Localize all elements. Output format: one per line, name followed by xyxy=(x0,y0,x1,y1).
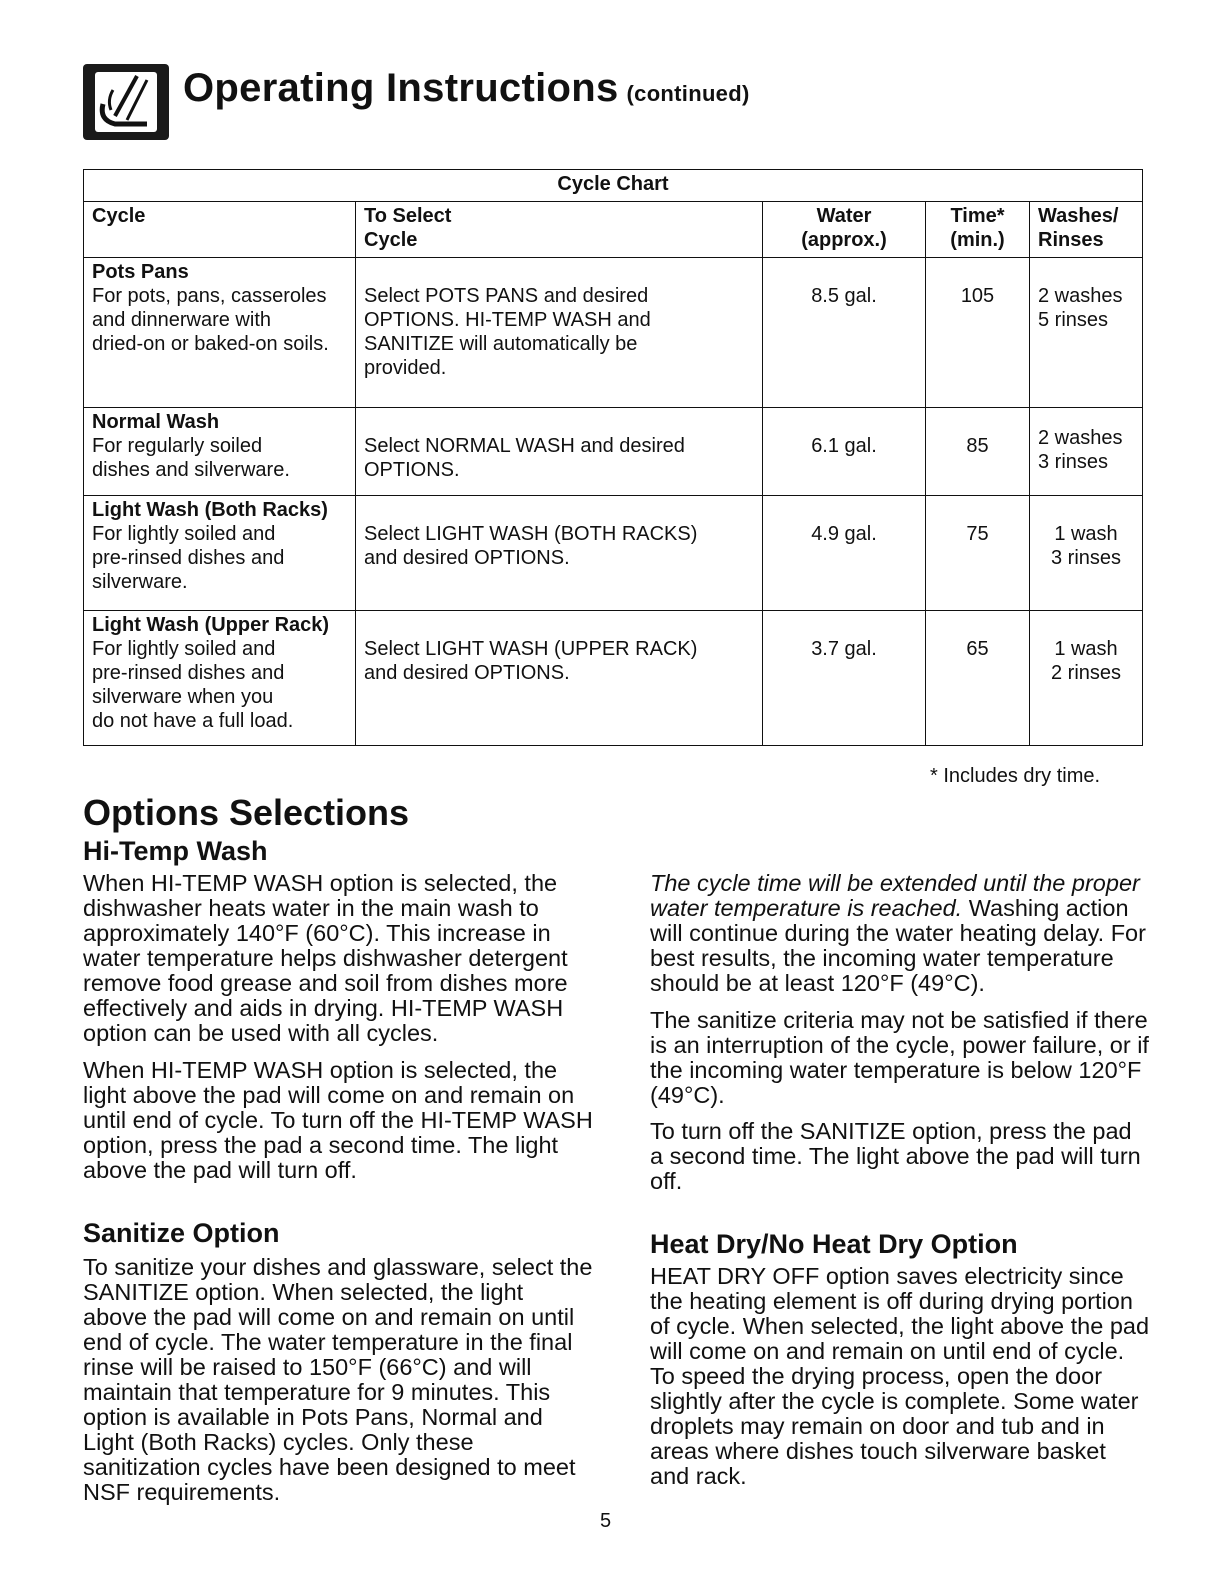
time-cell: 85 xyxy=(926,408,1030,496)
sanitize-paragraph: To sanitize your dishes and glassware, select the SANITIZE option. When selected, the light above the pad will come on and remain on until end of cycle. The water temperature in the final rinse will be raised to 150°F (66°C) and will maintain that temperature for 9 minutes. This option is available in Pots Pans, Normal and Light (Both Racks) cycles. Only these sanitization cycles have been designed to meet NSF requirements. xyxy=(83,1254,593,1505)
title-continued: (continued) xyxy=(626,81,750,106)
cycle-cell xyxy=(84,258,356,408)
cycle-desc-line: For regularly soiled xyxy=(92,435,263,457)
water-cell: 6.1 gal. xyxy=(763,408,926,496)
cycle-desc-line: dishes and silverware. xyxy=(92,459,290,481)
sanitize-criteria-paragraph: The sanitize criteria may not be satisfied if there is an interruption of the cycle, power failure, or if the incoming water temperature is below 120°F (49°C). xyxy=(650,1007,1149,1108)
hitemp-paragraph-2: When HI-TEMP WASH option is selected, the light above the pad will come on and remain on until end of cycle. To turn off the HI-TEMP WASH option, press the pad a second time. The light above the pad will turn off. xyxy=(83,1057,593,1183)
table-caption: Cycle Chart xyxy=(84,170,1143,202)
sanitize-off-paragraph: To turn off the SANITIZE option, press the pad a second time. The light above the pad will turn off. xyxy=(650,1118,1141,1194)
cycle-desc-line: and dinnerware with xyxy=(92,309,271,331)
table-row xyxy=(84,408,1143,496)
time-cell: 65 xyxy=(926,611,1030,746)
header-washes: Washes/ Rinses xyxy=(1030,202,1143,258)
washes-line: 2 washes xyxy=(1038,427,1123,449)
select-line: OPTIONS. xyxy=(364,459,460,481)
cycle-desc-line: silverware. xyxy=(92,571,188,593)
header-select: To Select Cycle xyxy=(356,202,763,258)
cycle-name: Normal Wash xyxy=(92,411,220,433)
cycle-desc-line: pre-rinsed dishes and xyxy=(92,547,285,569)
heatdry-paragraph: HEAT DRY OFF option saves electricity since the heating element is off during drying portion of cycle. When selected, the light above the pad will come on and remain on until end of cycle. To speed the drying process, open the door slightly after the cycle is complete. Some water droplets may remain on door and tub and in areas where dishes touch silverware basket and rack. xyxy=(650,1263,1150,1489)
table-row xyxy=(84,496,1143,611)
washes-line: 3 rinses xyxy=(1050,547,1122,569)
select-line: Select NORMAL WASH and desired xyxy=(364,435,685,457)
header-cycle: Cycle xyxy=(84,202,356,258)
washes-cell xyxy=(1030,408,1143,496)
select-line: and desired OPTIONS. xyxy=(364,662,570,684)
options-title: Options Selections xyxy=(83,792,410,833)
cycle-cell xyxy=(84,408,356,496)
washes-line: 2 rinses xyxy=(1050,662,1122,684)
table-row xyxy=(84,258,1143,408)
washes-line: 3 rinses xyxy=(1038,451,1109,473)
water-cell: 3.7 gal. xyxy=(763,611,926,746)
header-time: Time* (min.) xyxy=(926,202,1030,258)
washes-line: 5 rinses xyxy=(1038,309,1109,331)
select-cell xyxy=(356,611,763,746)
select-cell xyxy=(356,258,763,408)
cycle-name: Pots Pans xyxy=(92,261,189,283)
table-footnote: * Includes dry time. xyxy=(930,765,1101,787)
select-line: Select LIGHT WASH (BOTH RACKS) xyxy=(364,523,698,545)
washes-line: 1 wash xyxy=(1054,638,1118,660)
page-title xyxy=(183,66,750,111)
hitemp-note-paragraph xyxy=(650,871,1150,996)
hitemp-note-text: Washing action will continue during the water heating delay. For best results, the incoming water temperature should be at least 120°F (49°C). xyxy=(650,895,1146,996)
select-line: and desired OPTIONS. xyxy=(364,547,570,569)
washes-cell xyxy=(1030,258,1143,408)
header-water: Water (approx.) xyxy=(763,202,926,258)
select-line: Select LIGHT WASH (UPPER RACK) xyxy=(364,638,698,660)
hitemp-note-italic: The cycle time will be extended until the proper water temperature is reached. xyxy=(650,870,1140,921)
cycle-desc-line: do not have a full load. xyxy=(92,710,294,732)
cycle-desc-line: For lightly soiled and xyxy=(92,638,276,660)
washes-cell xyxy=(1030,496,1143,611)
cycle-name: Light Wash (Upper Rack) xyxy=(92,614,330,636)
select-line: provided. xyxy=(364,357,447,379)
cycle-desc-line: For pots, pans, casseroles xyxy=(92,285,327,307)
select-line: SANITIZE will automatically be xyxy=(364,333,638,355)
cycle-name: Light Wash (Both Racks) xyxy=(92,499,328,521)
hitemp-paragraph-1: When HI-TEMP WASH option is selected, the dishwasher heats water in the main wash to approximately 140°F (60°C). This increase in water temperature helps dishwasher detergent remove food grease and soil from dishes more effectively and aids in drying. HI-TEMP WASH option can be used with all cycles. xyxy=(83,870,568,1046)
cycle-desc-line: pre-rinsed dishes and xyxy=(92,662,285,684)
heatdry-heading: Heat Dry/No Heat Dry Option xyxy=(650,1229,1018,1259)
page-number: 5 xyxy=(600,1510,612,1532)
time-cell: 105 xyxy=(926,258,1030,408)
cycle-desc-line: silverware when you xyxy=(92,686,274,708)
dish-icon xyxy=(83,64,169,140)
cycle-chart-table xyxy=(83,169,1143,746)
table-header-row xyxy=(84,202,1143,258)
cycle-cell xyxy=(84,611,356,746)
table-row xyxy=(84,611,1143,746)
cycle-cell xyxy=(84,496,356,611)
washes-cell xyxy=(1030,611,1143,746)
cycle-desc-line: dried-on or baked-on soils. xyxy=(92,333,329,355)
select-cell xyxy=(356,496,763,611)
title-text: Operating Instructions xyxy=(183,66,619,110)
cycle-desc-line: For lightly soiled and xyxy=(92,523,276,545)
select-line: Select POTS PANS and desired xyxy=(364,285,649,307)
select-cell xyxy=(356,408,763,496)
water-cell: 8.5 gal. xyxy=(763,258,926,408)
sanitize-heading: Sanitize Option xyxy=(83,1218,280,1248)
water-cell: 4.9 gal. xyxy=(763,496,926,611)
time-cell: 75 xyxy=(926,496,1030,611)
washes-line: 1 wash xyxy=(1054,523,1118,545)
washes-line: 2 washes xyxy=(1038,285,1123,307)
hitemp-heading: Hi-Temp Wash xyxy=(83,836,268,866)
select-line: OPTIONS. HI-TEMP WASH and xyxy=(364,309,651,331)
